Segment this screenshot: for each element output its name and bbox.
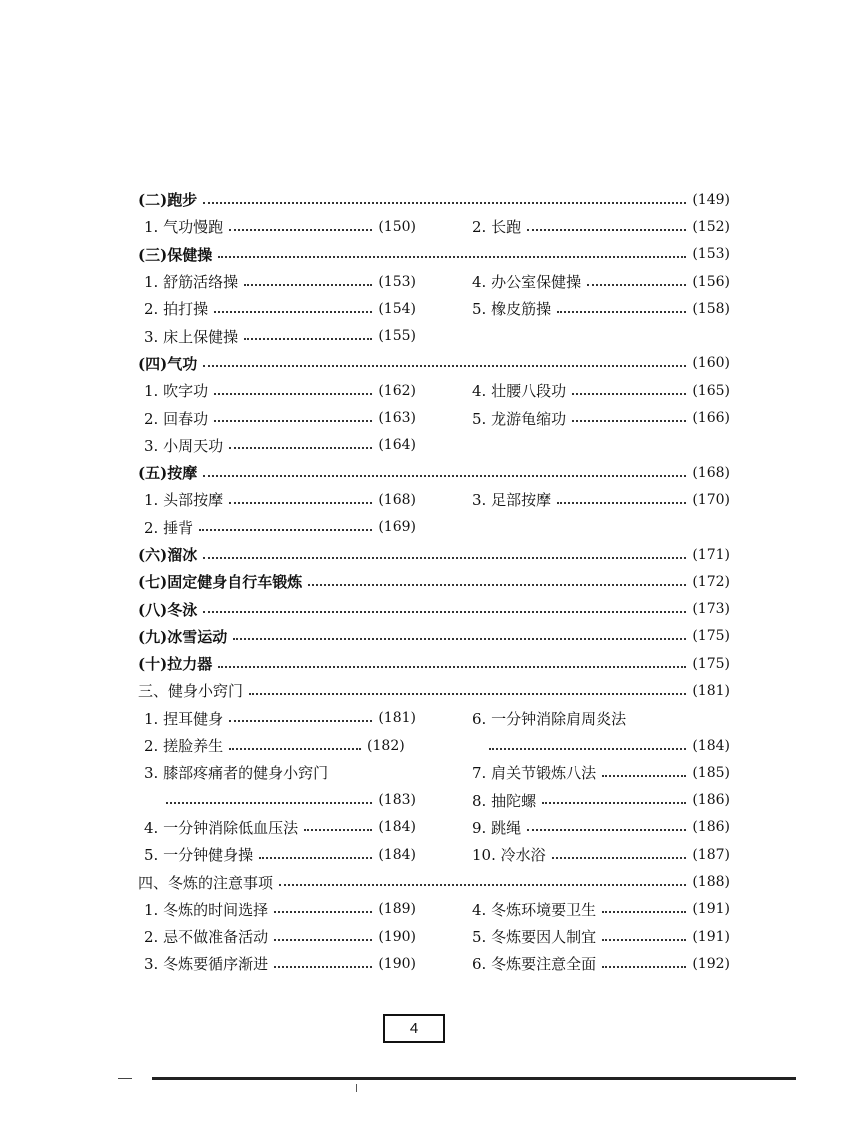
entry-page-number: (169) bbox=[378, 519, 416, 536]
toc-subentry-row bbox=[138, 514, 730, 541]
toc-subentry bbox=[472, 899, 730, 920]
entry-page-number: (184) bbox=[378, 846, 416, 863]
dot-leader bbox=[557, 502, 686, 504]
entry-page-number: (170) bbox=[692, 491, 730, 508]
entry-title: 4. 壮腰八段功 bbox=[472, 382, 567, 401]
entry-title: (四)气功 bbox=[138, 354, 198, 373]
dot-leader bbox=[166, 802, 372, 804]
entry-page-number: (166) bbox=[692, 410, 730, 427]
dot-leader bbox=[244, 338, 372, 340]
entry-title: 2. 捶背 bbox=[144, 518, 194, 537]
dot-leader bbox=[552, 857, 687, 859]
toc-subentry-row bbox=[138, 404, 730, 431]
entry-title: 1. 气功慢跑 bbox=[144, 218, 224, 237]
toc-subentry-row bbox=[138, 268, 730, 295]
dot-leader bbox=[602, 775, 686, 777]
dot-leader bbox=[218, 256, 686, 258]
toc-subentry bbox=[472, 489, 730, 510]
entry-page-number: (185) bbox=[692, 764, 730, 781]
toc-subentry bbox=[138, 762, 416, 783]
toc-subentry bbox=[472, 708, 730, 729]
entry-page-number: (156) bbox=[692, 273, 730, 290]
dot-leader bbox=[229, 229, 372, 231]
entry-title: (七)固定健身自行车锻炼 bbox=[138, 573, 303, 592]
entry-page-number: (154) bbox=[378, 300, 416, 317]
entry-title: (五)按摩 bbox=[138, 464, 198, 483]
dot-leader bbox=[244, 284, 372, 286]
entry-title: 5. 冬炼要因人制宜 bbox=[472, 928, 597, 947]
entry-title: (九)冰雪运动 bbox=[138, 627, 228, 646]
page-number: 4 bbox=[383, 1014, 445, 1043]
toc-heading-row bbox=[138, 350, 730, 377]
dot-leader bbox=[602, 911, 686, 913]
toc-subentry bbox=[472, 271, 730, 292]
toc-subentry bbox=[138, 926, 416, 947]
toc-subentry bbox=[472, 926, 730, 947]
toc-subentry bbox=[138, 380, 416, 401]
toc-subentry bbox=[472, 762, 730, 783]
toc-section-row bbox=[138, 868, 730, 895]
toc-section-row bbox=[138, 677, 730, 704]
entry-page-number: (155) bbox=[378, 328, 416, 345]
toc-subentry bbox=[138, 298, 416, 319]
entry-page-number: (183) bbox=[378, 792, 416, 809]
toc-heading-row bbox=[138, 650, 730, 677]
entry-title: 1. 头部按摩 bbox=[144, 491, 224, 510]
entry-page-number: (184) bbox=[378, 819, 416, 836]
entry-title: 4. 办公室保健操 bbox=[472, 273, 582, 292]
dot-leader bbox=[572, 393, 686, 395]
entry-title: 5. 龙游龟缩功 bbox=[472, 409, 567, 428]
toc-subentry-row bbox=[138, 486, 730, 513]
toc-subentry bbox=[138, 408, 416, 429]
dot-leader bbox=[214, 311, 372, 313]
toc-heading bbox=[138, 626, 730, 647]
entry-page-number: (172) bbox=[692, 573, 730, 590]
toc-section bbox=[138, 680, 730, 701]
toc-heading-row bbox=[138, 186, 730, 213]
toc-heading bbox=[138, 599, 730, 620]
toc-subentry-row bbox=[138, 787, 730, 814]
toc-heading bbox=[138, 653, 730, 674]
toc-subentry bbox=[472, 380, 730, 401]
entry-title: (三)保健操 bbox=[138, 245, 213, 264]
toc-heading bbox=[138, 244, 730, 265]
dot-leader bbox=[249, 693, 686, 695]
entry-page-number: (165) bbox=[692, 382, 730, 399]
entry-title: 3. 足部按摩 bbox=[472, 491, 552, 510]
entry-title: 10. 冷水浴 bbox=[472, 846, 546, 865]
entry-title: 1. 吹字功 bbox=[144, 382, 209, 401]
entry-page-number: (192) bbox=[692, 955, 730, 972]
entry-title: (六)溜冰 bbox=[138, 546, 198, 564]
dot-leader bbox=[214, 393, 372, 395]
toc-subentry-row bbox=[138, 896, 730, 923]
dot-leader bbox=[279, 884, 686, 886]
entry-page-number: (168) bbox=[378, 491, 416, 508]
toc-subentry bbox=[138, 817, 416, 838]
toc-subentry bbox=[138, 271, 416, 292]
entry-page-number: (153) bbox=[378, 273, 416, 290]
entry-page-number: (186) bbox=[692, 819, 730, 836]
entry-title: 6. 冬炼要注意全面 bbox=[472, 955, 597, 974]
toc-subentry bbox=[472, 408, 730, 429]
dot-leader bbox=[489, 748, 687, 750]
toc-subentry bbox=[138, 953, 416, 974]
toc-subentry bbox=[138, 517, 416, 538]
toc-subentry bbox=[138, 899, 416, 920]
entry-page-number: (189) bbox=[378, 901, 416, 918]
toc-subentry-row bbox=[138, 705, 730, 732]
toc-subentry-row bbox=[138, 377, 730, 404]
toc-subentry bbox=[472, 298, 730, 319]
entry-page-number: (190) bbox=[378, 955, 416, 972]
entry-page-number: (173) bbox=[692, 601, 730, 618]
entry-title: 2. 拍打操 bbox=[144, 300, 209, 319]
entry-page-number: (152) bbox=[692, 218, 730, 235]
toc-subentry bbox=[138, 735, 405, 756]
entry-title: 2. 回春功 bbox=[144, 409, 209, 428]
toc-subentry bbox=[138, 489, 416, 510]
entry-title: 1. 捏耳健身 bbox=[144, 709, 224, 728]
entry-title: 3. 床上保健操 bbox=[144, 327, 239, 346]
toc-heading-row bbox=[138, 623, 730, 650]
entry-page-number: (150) bbox=[378, 218, 416, 235]
entry-page-number: (190) bbox=[378, 928, 416, 945]
footer-rule bbox=[152, 1077, 796, 1080]
toc-heading bbox=[138, 462, 730, 483]
entry-page-number: (164) bbox=[378, 437, 416, 454]
dot-leader bbox=[527, 829, 686, 831]
toc-heading bbox=[138, 189, 730, 210]
entry-page-number: (149) bbox=[692, 191, 730, 208]
toc-subentry bbox=[472, 790, 730, 811]
entry-page-number: (191) bbox=[692, 928, 730, 945]
dot-leader bbox=[203, 365, 686, 367]
dot-leader bbox=[587, 284, 686, 286]
toc-heading-row bbox=[138, 241, 730, 268]
toc-subentry-row bbox=[138, 732, 730, 759]
toc-subentry-row bbox=[138, 841, 730, 868]
entry-page-number: (181) bbox=[378, 710, 416, 727]
entry-page-number: (186) bbox=[692, 792, 730, 809]
entry-page-number: (160) bbox=[692, 355, 730, 372]
dot-leader bbox=[557, 311, 686, 313]
toc-heading-row bbox=[138, 595, 730, 622]
entry-page-number: (171) bbox=[692, 546, 730, 563]
dot-leader bbox=[259, 857, 372, 859]
toc-heading bbox=[138, 571, 730, 592]
dot-leader bbox=[602, 939, 686, 941]
dot-leader bbox=[229, 720, 372, 722]
dot-leader bbox=[203, 475, 686, 477]
toc-subentry bbox=[138, 844, 416, 865]
entry-title: (二)跑步 bbox=[138, 191, 198, 210]
entry-page-number: (182) bbox=[367, 737, 405, 754]
entry-page-number: (191) bbox=[692, 901, 730, 918]
dot-leader bbox=[602, 966, 686, 968]
toc-section bbox=[138, 872, 730, 893]
entry-title: 2. 长跑 bbox=[472, 218, 522, 237]
toc-subentry bbox=[472, 817, 730, 838]
entry-title: 6. 一分钟消除肩周炎法 bbox=[472, 709, 627, 728]
entry-title: 三、健身小窍门 bbox=[138, 682, 244, 701]
entry-title: 1. 舒筋活络操 bbox=[144, 273, 239, 292]
toc-subentry bbox=[138, 708, 416, 729]
toc-subentry bbox=[472, 216, 730, 237]
entry-page-number: (168) bbox=[692, 464, 730, 481]
toc-subentry-row bbox=[138, 322, 730, 349]
entry-title: 5. 一分钟健身操 bbox=[144, 846, 254, 865]
toc-heading bbox=[138, 353, 730, 374]
dot-leader bbox=[199, 529, 372, 531]
toc-subentry bbox=[138, 216, 416, 237]
entry-page-number: (181) bbox=[692, 682, 730, 699]
toc-subentry-row bbox=[138, 814, 730, 841]
entry-title: (八)冬泳 bbox=[138, 600, 198, 619]
entry-page-number: (158) bbox=[692, 300, 730, 317]
toc-heading-row bbox=[138, 541, 730, 568]
dot-leader bbox=[308, 584, 686, 586]
dot-leader bbox=[274, 911, 372, 913]
entry-page-number: (163) bbox=[378, 410, 416, 427]
entry-title: 9. 跳绳 bbox=[472, 818, 522, 837]
entry-page-number: (188) bbox=[692, 874, 730, 891]
dot-leader bbox=[229, 502, 372, 504]
entry-title: 3. 小周天功 bbox=[144, 436, 224, 455]
entry-page-number: (153) bbox=[692, 246, 730, 263]
entry-title: 3. 膝部疼痛者的健身小窍门 bbox=[144, 764, 329, 783]
dot-leader bbox=[214, 420, 372, 422]
entry-title: 4. 一分钟消除低血压法 bbox=[144, 818, 299, 837]
entry-title: 2. 忌不做准备活动 bbox=[144, 928, 269, 947]
toc-subentry bbox=[472, 953, 730, 974]
dot-leader bbox=[203, 202, 686, 204]
toc-heading-row bbox=[138, 459, 730, 486]
dot-leader bbox=[542, 802, 686, 804]
dot-leader bbox=[203, 557, 686, 559]
dot-leader bbox=[229, 447, 372, 449]
toc-subentry-row bbox=[138, 759, 730, 786]
dot-leader bbox=[274, 966, 372, 968]
entry-title: 5. 橡皮筋操 bbox=[472, 300, 552, 319]
toc-heading-row bbox=[138, 568, 730, 595]
entry-page-number: (162) bbox=[378, 382, 416, 399]
dot-leader bbox=[229, 748, 361, 750]
entry-title: 3. 冬炼要循序渐进 bbox=[144, 955, 269, 974]
dot-leader bbox=[274, 939, 372, 941]
entry-title: 4. 冬炼环境要卫生 bbox=[472, 900, 597, 919]
dot-leader bbox=[527, 229, 686, 231]
entry-title: (十)拉力器 bbox=[138, 655, 213, 674]
table-of-contents bbox=[138, 186, 730, 978]
toc-subentry-row bbox=[138, 213, 730, 240]
entry-page-number: (175) bbox=[692, 655, 730, 672]
dot-leader bbox=[572, 420, 686, 422]
entry-page-number: (184) bbox=[692, 737, 730, 754]
toc-heading bbox=[138, 544, 730, 565]
entry-title: 7. 肩关节锻炼八法 bbox=[472, 764, 597, 783]
toc-subentry-row bbox=[138, 950, 730, 977]
toc-subentry bbox=[138, 792, 416, 808]
footer-rule-short bbox=[118, 1078, 132, 1079]
toc-subentry bbox=[472, 844, 730, 865]
toc-subentry bbox=[138, 326, 416, 347]
entry-page-number: (175) bbox=[692, 628, 730, 645]
toc-subentry-row bbox=[138, 295, 730, 322]
entry-title: 8. 抽陀螺 bbox=[472, 791, 537, 810]
dot-leader bbox=[203, 611, 686, 613]
dot-leader bbox=[233, 638, 686, 640]
entry-title: 四、冬炼的注意事项 bbox=[138, 873, 274, 892]
toc-subentry bbox=[461, 738, 730, 754]
toc-subentry-row bbox=[138, 432, 730, 459]
entry-title: 2. 搓脸养生 bbox=[144, 737, 224, 756]
toc-subentry bbox=[138, 435, 416, 456]
dot-leader bbox=[218, 666, 686, 668]
toc-subentry-row bbox=[138, 923, 730, 950]
entry-title: 1. 冬炼的时间选择 bbox=[144, 900, 269, 919]
scan-mark bbox=[356, 1084, 357, 1092]
entry-page-number: (187) bbox=[692, 846, 730, 863]
dot-leader bbox=[304, 829, 372, 831]
